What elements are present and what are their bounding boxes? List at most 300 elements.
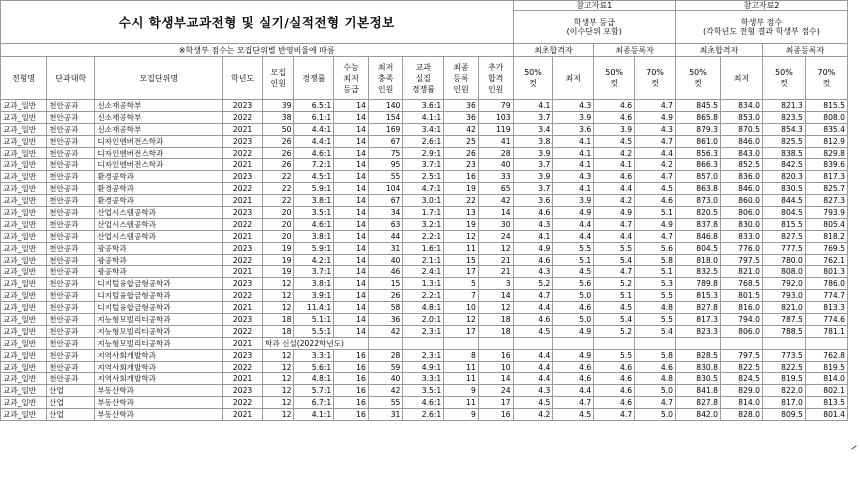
table-cell: 857.0 (675, 171, 720, 183)
table-cell: 67 (368, 135, 403, 147)
table-cell: 762.1 (805, 254, 847, 266)
column-header: 최종 등록 인원 (444, 57, 479, 100)
table-cell: 18 (478, 325, 513, 337)
table-cell: 4.1 (553, 183, 594, 195)
table-cell: 12 (444, 230, 479, 242)
table-cell: 11 (444, 242, 479, 254)
table-cell: 36 (444, 100, 479, 112)
table-cell: 20 (262, 207, 293, 219)
table-cell: 789.8 (675, 278, 720, 290)
table-cell: 3.2:1 (403, 218, 444, 230)
table-cell: 861.0 (675, 135, 720, 147)
table-cell: 5.9:1 (294, 242, 334, 254)
table-cell: 5.0 (553, 314, 594, 326)
table-cell: 광공학과 (95, 242, 223, 254)
column-header: 최저 (721, 57, 763, 100)
table-cell: 지역사회개발학과 (95, 373, 223, 385)
table-cell: 천안공과 (47, 171, 95, 183)
table-cell: 천안공과 (47, 325, 95, 337)
table-cell: 2023 (223, 349, 263, 361)
table-cell: 천안공과 (47, 266, 95, 278)
table-cell: 3.9 (594, 123, 635, 135)
table-cell: 4.6 (594, 111, 635, 123)
table-cell: 3.7:1 (403, 159, 444, 171)
table-cell: 833.0 (721, 230, 763, 242)
table-cell: 4.7 (594, 409, 635, 421)
column-header: 모집단위명 (95, 57, 223, 100)
table-cell: 교과_일반 (1, 385, 47, 397)
table-cell: 천안공과 (47, 361, 95, 373)
table-cell: 3.3:1 (403, 373, 444, 385)
table-cell: 823.5 (762, 111, 805, 123)
table-cell: 4.6 (594, 171, 635, 183)
table-cell: 65 (478, 183, 513, 195)
table-cell: 838.5 (762, 147, 805, 159)
empty-cell (513, 337, 553, 349)
table-cell: 교과_일반 (1, 373, 47, 385)
table-cell: 교과_일반 (1, 218, 47, 230)
table-row (1, 254, 848, 266)
table-cell: 843.0 (721, 147, 763, 159)
table-cell: 산업 (47, 385, 95, 397)
table-row (1, 290, 848, 302)
table-cell: 디자인엔버전스학과 (95, 159, 223, 171)
table-cell: 4.5:1 (294, 171, 334, 183)
column-header: 추가 합격 인원 (478, 57, 513, 100)
table-cell: 104 (368, 183, 403, 195)
table-cell: 30 (478, 218, 513, 230)
ref2-subtitle-line1: 학생부 점수 (740, 18, 783, 27)
column-header: 70% 컷 (805, 57, 847, 100)
table-cell: 5.8 (635, 349, 676, 361)
table-cell: 교과_일반 (1, 409, 47, 421)
table-cell: 3.6:1 (403, 100, 444, 112)
table-cell: 2021 (223, 230, 263, 242)
table-cell: 816.0 (721, 302, 763, 314)
table-cell: 801.4 (805, 409, 847, 421)
column-header: 50% 컷 (594, 57, 635, 100)
table-cell: 5.4 (635, 325, 676, 337)
table-cell: 4.4:1 (294, 135, 334, 147)
table-cell: 5.2 (594, 278, 635, 290)
table-cell: 154 (368, 111, 403, 123)
table-cell: 4.1 (513, 230, 553, 242)
table-cell: 4.8 (635, 373, 676, 385)
table-cell: 834.0 (721, 100, 763, 112)
table-cell: 7.2:1 (294, 159, 334, 171)
table-cell: 4.8:1 (294, 373, 334, 385)
table-cell: 4.6 (635, 361, 676, 373)
table-row (1, 100, 848, 112)
table-cell: 14 (334, 183, 369, 195)
table-cell: 산업시스템공학과 (95, 218, 223, 230)
table-cell: 천안공과 (47, 373, 95, 385)
table-cell: 797.5 (721, 254, 763, 266)
table-cell: 9 (444, 409, 479, 421)
table-cell: 20 (262, 230, 293, 242)
table-cell: 환경공학과 (95, 195, 223, 207)
table-cell: 794.0 (721, 314, 763, 326)
table-cell: 천안공과 (47, 349, 95, 361)
table-cell: 5.0 (635, 409, 676, 421)
table-cell: 5.5 (635, 290, 676, 302)
table-cell: 4.1 (513, 100, 553, 112)
table-cell: 천안공과 (47, 314, 95, 326)
table-cell: 2022 (223, 218, 263, 230)
table-cell: 814.0 (721, 397, 763, 409)
table-cell: 14 (334, 230, 369, 242)
table-cell: 5.9:1 (294, 183, 334, 195)
table-cell: 830.5 (762, 183, 805, 195)
table-cell: 디자인엔버전스학과 (95, 147, 223, 159)
table-cell: 5.1 (635, 207, 676, 219)
table-cell: 천안공과 (47, 218, 95, 230)
table-cell: 19 (262, 242, 293, 254)
table-cell: 12 (478, 242, 513, 254)
table-cell: 42 (478, 195, 513, 207)
table-cell: 3.6 (513, 195, 553, 207)
table-cell: 3.8:1 (294, 278, 334, 290)
column-header: 수능 최저 등급 (334, 57, 369, 100)
table-cell: 4.7 (635, 230, 676, 242)
table-cell: 3.9 (513, 171, 553, 183)
table-cell: 808.0 (762, 266, 805, 278)
table-cell: 4.7 (635, 135, 676, 147)
table-cell: 4.6 (513, 314, 553, 326)
table-cell: 4.6:1 (294, 218, 334, 230)
table-cell: 3.8 (513, 135, 553, 147)
table-cell: 67 (368, 195, 403, 207)
ref1-group-first: 최초합격자 (513, 44, 594, 57)
table-cell: 환경공학과 (95, 183, 223, 195)
table-cell: 3.9 (513, 147, 553, 159)
table-cell: 14 (334, 254, 369, 266)
table-row (1, 171, 848, 183)
table-cell: 5.4 (594, 254, 635, 266)
table-cell: 140 (368, 100, 403, 112)
table-cell: 4.6 (594, 397, 635, 409)
table-cell: 802.1 (805, 385, 847, 397)
table-cell: 11 (444, 373, 479, 385)
table-cell: 디지털융합금형공학과 (95, 278, 223, 290)
table-cell: 3.0:1 (403, 195, 444, 207)
table-cell: 845.5 (675, 100, 720, 112)
table-cell: 4.3 (513, 266, 553, 278)
table-cell: 2023 (223, 171, 263, 183)
table-cell: 44 (368, 230, 403, 242)
table-cell: 34 (368, 207, 403, 219)
ref1-subtitle (513, 11, 675, 44)
stray-mark (851, 445, 856, 449)
table-cell: 827.3 (805, 195, 847, 207)
table-row (1, 242, 848, 254)
table-cell: 10 (478, 361, 513, 373)
table-cell: 815.5 (805, 100, 847, 112)
table-cell: 2023 (223, 135, 263, 147)
table-cell: 852.5 (721, 159, 763, 171)
table-row (1, 314, 848, 326)
table-cell: 24 (478, 385, 513, 397)
table-cell: 26 (262, 147, 293, 159)
table-cell: 4.3 (553, 171, 594, 183)
table-cell: 23 (444, 159, 479, 171)
table-cell: 14 (478, 207, 513, 219)
ref1-label: 참고자료1 (513, 1, 675, 11)
table-cell: 839.6 (805, 159, 847, 171)
table-cell: 14 (334, 135, 369, 147)
table-cell: 19 (262, 254, 293, 266)
table-cell: 815.5 (762, 218, 805, 230)
table-cell: 13 (444, 207, 479, 219)
table-cell: 교과_일반 (1, 195, 47, 207)
table-row (1, 385, 848, 397)
table-cell: 119 (478, 123, 513, 135)
table-row (1, 183, 848, 195)
table-cell: 11 (444, 361, 479, 373)
table-cell: 천안공과 (47, 337, 95, 349)
table-cell: 75 (368, 147, 403, 159)
table-cell: 854.3 (762, 123, 805, 135)
table-cell: 4.1 (553, 147, 594, 159)
table-cell: 14 (334, 159, 369, 171)
table-cell: 812.9 (805, 135, 847, 147)
table-cell: 교과_일반 (1, 278, 47, 290)
table-cell: 15 (444, 254, 479, 266)
table-cell: 2022 (223, 147, 263, 159)
table-cell: 16 (334, 361, 369, 373)
table-row (1, 278, 848, 290)
empty-cell (368, 337, 403, 349)
empty-cell (553, 337, 594, 349)
table-cell: 818.2 (805, 230, 847, 242)
table-cell: 774.6 (805, 314, 847, 326)
table-cell: 4.7 (553, 397, 594, 409)
table-cell: 2023 (223, 385, 263, 397)
table-cell: 5.2 (594, 325, 635, 337)
table-cell: 지능형모빌리티공학과 (95, 337, 223, 349)
table-cell: 4.8 (635, 302, 676, 314)
table-cell: 10 (444, 302, 479, 314)
table-cell: 천안공과 (47, 302, 95, 314)
empty-cell (444, 337, 479, 349)
table-cell: 5.5 (553, 242, 594, 254)
table-cell: 11 (444, 397, 479, 409)
table-cell: 4.9 (594, 207, 635, 219)
table-cell: 2.3:1 (403, 325, 444, 337)
page-title: 수시 학생부교과전형 및 실기/실적전형 기본정보 (1, 1, 514, 44)
table-cell: 4.4 (553, 230, 594, 242)
table-cell: 16 (478, 349, 513, 361)
table-cell: 2021 (223, 123, 263, 135)
column-header: 전형명 (1, 57, 47, 100)
table-cell: 814.0 (805, 373, 847, 385)
table-cell: 천안공과 (47, 111, 95, 123)
column-header: 학년도 (223, 57, 263, 100)
table-cell: 26 (444, 147, 479, 159)
table-cell: 773.5 (762, 349, 805, 361)
table-cell: 19 (444, 183, 479, 195)
empty-cell (478, 337, 513, 349)
table-cell: 835.4 (805, 123, 847, 135)
table-cell: 3.7 (513, 183, 553, 195)
column-header: 최저 (553, 57, 594, 100)
table-cell: 천안공과 (47, 183, 95, 195)
table-cell: 4.5 (553, 266, 594, 278)
table-cell: 2022 (223, 111, 263, 123)
table-cell: 교과_일반 (1, 207, 47, 219)
table-cell: 5.1:1 (294, 314, 334, 326)
table-cell: 1.6:1 (403, 242, 444, 254)
table-cell: 33 (478, 171, 513, 183)
table-cell: 2021 (223, 337, 263, 349)
table-row (1, 397, 848, 409)
table-cell: 3.6 (553, 123, 594, 135)
column-header: 50% 컷 (762, 57, 805, 100)
table-cell: 4.4 (513, 302, 553, 314)
table-cell: 2021 (223, 302, 263, 314)
table-cell: 3.7 (513, 159, 553, 171)
table-cell: 광공학과 (95, 266, 223, 278)
table-cell: 14 (334, 100, 369, 112)
table-cell: 산업시스템공학과 (95, 207, 223, 219)
table-cell: 교과_일반 (1, 302, 47, 314)
table-cell: 3.9 (553, 195, 594, 207)
table-cell: 4.6 (594, 361, 635, 373)
table-cell: 2.5:1 (403, 171, 444, 183)
table-cell: 5.4 (594, 314, 635, 326)
table-cell: 4.4 (594, 230, 635, 242)
table-cell: 21 (478, 254, 513, 266)
table-cell: 22 (444, 195, 479, 207)
table-cell: 4.7 (594, 266, 635, 278)
table-cell: 16 (334, 349, 369, 361)
table-cell: 4.6:1 (403, 397, 444, 409)
table-cell: 821.0 (762, 302, 805, 314)
table-cell: 천안공과 (47, 100, 95, 112)
table-row (1, 325, 848, 337)
table-cell: 31 (368, 242, 403, 254)
notice-message: 학과 신설(2022학년도) (262, 337, 368, 349)
table-cell: 교과_일반 (1, 242, 47, 254)
table-cell: 5.1 (594, 290, 635, 302)
table-cell: 천안공과 (47, 195, 95, 207)
ref2-group-first: 최초합격자 (675, 44, 762, 57)
table-cell: 866.3 (675, 159, 720, 171)
table-cell: 4.4 (513, 349, 553, 361)
empty-cell (594, 337, 635, 349)
table-cell: 4.5 (513, 397, 553, 409)
table-cell: 774.7 (805, 290, 847, 302)
table-cell: 4.8:1 (403, 302, 444, 314)
table-cell: 841.8 (675, 385, 720, 397)
table-cell: 14 (334, 302, 369, 314)
table-cell: 19 (262, 266, 293, 278)
table-cell: 4.3 (513, 218, 553, 230)
table-cell: 3.5:1 (294, 207, 334, 219)
table-cell: 780.0 (762, 254, 805, 266)
table-cell: 교과_일반 (1, 314, 47, 326)
table-cell: 교과_일반 (1, 349, 47, 361)
table-cell: 교과_일반 (1, 230, 47, 242)
table-row (1, 123, 848, 135)
table-cell: 39 (262, 100, 293, 112)
table-cell: 824.5 (721, 373, 763, 385)
column-header: 모집 인원 (262, 57, 293, 100)
table-cell: 교과_일반 (1, 147, 47, 159)
table-cell: 830.8 (675, 361, 720, 373)
table-cell: 11.4:1 (294, 302, 334, 314)
column-header: 교과 실질 경쟁률 (403, 57, 444, 100)
table-cell: 지능형모빌리티공학과 (95, 325, 223, 337)
table-cell: 16 (334, 373, 369, 385)
table-cell: 4.2 (513, 409, 553, 421)
table-cell: 16 (334, 409, 369, 421)
table-cell: 디자인엔버전스학과 (95, 135, 223, 147)
table-cell: 12 (262, 361, 293, 373)
table-cell: 12 (262, 349, 293, 361)
table-cell: 4.5 (594, 302, 635, 314)
table-cell: 4.3 (635, 123, 676, 135)
empty-cell (403, 337, 444, 349)
table-cell: 교과_일반 (1, 135, 47, 147)
table-cell: 55 (368, 397, 403, 409)
table-cell: 17 (478, 397, 513, 409)
table-cell: 천안공과 (47, 254, 95, 266)
table-cell: 4.5 (513, 325, 553, 337)
table-cell: 821.0 (721, 266, 763, 278)
table-cell: 817.3 (805, 171, 847, 183)
table-cell: 853.0 (721, 111, 763, 123)
table-row (1, 195, 848, 207)
table-cell: 63 (368, 218, 403, 230)
table-cell: 14 (334, 266, 369, 278)
table-cell: 24 (478, 230, 513, 242)
table-cell: 교과_일반 (1, 397, 47, 409)
table-cell: 55 (368, 171, 403, 183)
table-cell: 신소재공학부 (95, 123, 223, 135)
table-cell: 2022 (223, 290, 263, 302)
table-cell: 12 (262, 397, 293, 409)
table-cell: 2.1:1 (403, 254, 444, 266)
table-cell: 4.7 (635, 171, 676, 183)
table-cell: 801.3 (805, 266, 847, 278)
table-cell: 교과_일반 (1, 159, 47, 171)
table-cell: 6.1:1 (294, 111, 334, 123)
table-cell: 17 (444, 325, 479, 337)
table-cell: 4.5 (553, 409, 594, 421)
table-cell: 16 (334, 385, 369, 397)
table-cell: 광공학과 (95, 254, 223, 266)
table-cell: 부동산학과 (95, 409, 223, 421)
score-note: ※학생부 점수는 모집단위별 반영비율에 따름 (1, 44, 514, 57)
empty-cell (675, 337, 720, 349)
table-cell: 79 (478, 100, 513, 112)
table-cell: 822.5 (762, 361, 805, 373)
table-cell: 865.8 (675, 111, 720, 123)
table-cell: 4.9 (553, 207, 594, 219)
table-cell: 4.6 (553, 302, 594, 314)
table-cell: 4.4 (553, 218, 594, 230)
table-cell: 40 (368, 254, 403, 266)
table-cell: 2023 (223, 100, 263, 112)
table-cell: 36 (368, 314, 403, 326)
table-cell: 천안공과 (47, 159, 95, 171)
column-header: 70% 컷 (635, 57, 676, 100)
table-cell: 1.3:1 (403, 278, 444, 290)
table-cell: 산업 (47, 397, 95, 409)
table-cell: 3.4 (513, 123, 553, 135)
table-cell: 42 (444, 123, 479, 135)
